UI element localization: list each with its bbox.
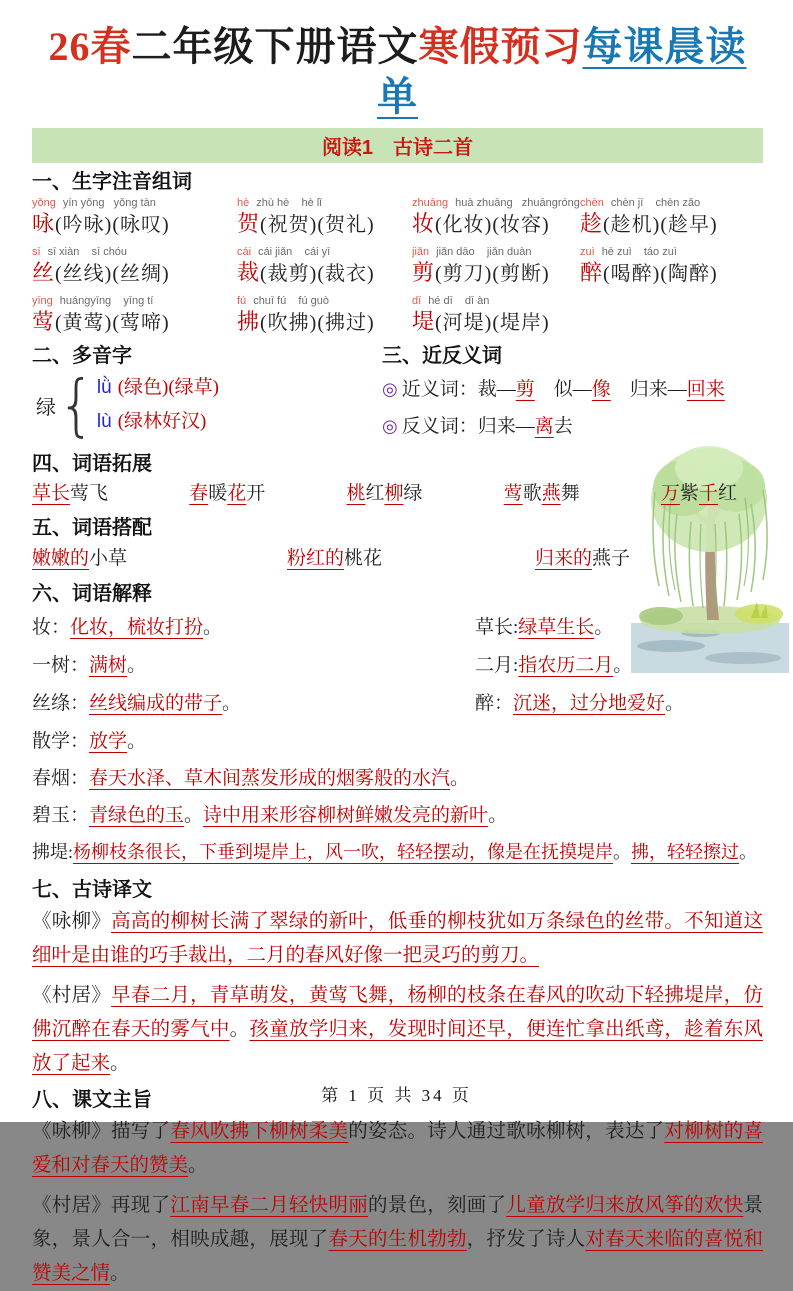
head-character: 贺 (237, 211, 260, 236)
idiom-item (504, 479, 580, 509)
text-segment: 的景色，刻画了 (367, 1195, 507, 1216)
poem-translation-cunju (32, 979, 763, 1081)
section-heading-main-idea: 八、课文主旨 (32, 1089, 152, 1111)
zi-entry (412, 197, 580, 239)
compound-words: (河堤)(堤岸) (435, 312, 550, 334)
text-segment: 《咏柳》描写了 (32, 1121, 171, 1142)
text-segment: 。 (665, 693, 685, 714)
text-segment: 燕子 (592, 548, 631, 569)
polyphonic-character: 绿 (36, 396, 56, 419)
pinyin-line (580, 197, 763, 210)
text-segment: 归来— (610, 379, 687, 400)
text-segment: 诗中用来形容柳树鲜嫩发亮的新叶 (203, 805, 489, 826)
compound-words: (剪刀)(剪断) (435, 263, 550, 285)
compound-words: (喝醉)(陶醉) (603, 263, 718, 285)
text-segment: 千 (698, 483, 718, 504)
text-segment: 二月: (475, 655, 519, 676)
definition-item (475, 685, 763, 723)
text-segment: 杨柳枝条很长，下垂到堤岸上，风一吹，轻轻摆动，像是在抚摸堤岸 (73, 842, 614, 862)
text-segment: 儿童放学归来放风筝的欢快 (506, 1195, 744, 1216)
pinyin-words: hé dī dī àn (428, 295, 490, 307)
zi-entry (412, 295, 580, 337)
definition-item (32, 797, 763, 834)
text-segment: 红 (717, 483, 737, 504)
pinyin-line (32, 295, 237, 308)
section-heading-definitions: 六、词语解释 (32, 583, 152, 605)
text-segment: 春天的生机勃勃 (328, 1229, 467, 1250)
pinyin-words: cái jiǎn cái yī (258, 246, 331, 258)
compound-words: (丝线)(丝绸) (55, 263, 170, 285)
pinyin-head: chèn (580, 197, 604, 209)
text-segment: 归来的 (535, 548, 593, 569)
text-segment: 红 (365, 483, 385, 504)
pinyin-words: huángyīng yīng tí (59, 295, 154, 307)
text-segment: 春风吹拂下柳树柔美 (170, 1121, 349, 1142)
character-line (32, 210, 237, 239)
text-segment: 的姿态。诗人通过歌咏柳树，表达了 (348, 1121, 665, 1142)
compound-words: (裁剪)(裁衣) (260, 263, 375, 285)
character-line (580, 210, 763, 239)
character-line (412, 308, 580, 337)
definition-item (32, 723, 763, 760)
pinyin-head: dī (412, 295, 422, 307)
pinyin-words: chuī fú fú guò (253, 295, 330, 307)
poem-translation-yongliu (32, 905, 763, 973)
pinyin-words: jiǎn dāo jiǎn duàn (436, 246, 532, 258)
zi-entry (32, 295, 237, 337)
text-segment: 妆： (32, 617, 71, 638)
zi-entry (237, 295, 412, 337)
text-segment: 似— (534, 379, 592, 400)
zi-entry (412, 246, 580, 288)
pinyin-words: sī xiàn sī chóu (47, 246, 128, 258)
text-segment: 。 (184, 805, 204, 826)
antonym-line (382, 408, 763, 445)
pinyin-line (32, 246, 237, 259)
text-segment: 《村居》 (32, 985, 112, 1006)
text-segment: 青绿色的玉 (89, 805, 185, 826)
text-segment: 。 (488, 805, 508, 826)
text-segment: 绿草生长 (518, 617, 595, 638)
text-segment: 。 (594, 617, 614, 638)
section-heading-word-expansion: 四、词语拓展 (32, 453, 152, 475)
head-character: 剪 (412, 260, 435, 285)
text-segment: 高高的柳树长满了翠绿的新叶，低垂的柳枝犹如万条绿色的丝带。不知道这细叶是由谁的巧手裁出，二月的春风好像一把灵巧的剪刀。 (32, 911, 763, 966)
text-segment: 暖 (208, 483, 228, 504)
text-segment: 离 (534, 416, 554, 437)
text-segment: 歌 (522, 483, 542, 504)
text-segment: 孩童放学归来，发现时间还早，便连忙拿出纸鸢，趁着东风放了起来 (32, 1019, 763, 1074)
text-segment: 莺 (503, 483, 523, 504)
zi-entry (237, 197, 412, 239)
text-segment: 嫩嫩的 (32, 548, 90, 569)
main-idea-cunju (32, 1189, 763, 1291)
head-character: 莺 (32, 309, 55, 334)
pinyin-head: yǒng (32, 197, 56, 209)
text-segment: 。 (613, 842, 632, 862)
text-segment: 燕 (541, 483, 561, 504)
section-heading-pinyin-words: 一、生字注音组词 (32, 171, 192, 193)
text-segment: 春 (189, 483, 209, 504)
definition-item (32, 760, 763, 797)
compound-words: (黄莺)(莺啼) (55, 312, 170, 334)
head-character: 裁 (237, 260, 260, 285)
text-segment: 。 (127, 731, 147, 752)
text-segment: 开 (246, 483, 266, 504)
idiom-item (661, 479, 737, 509)
synonym-line (382, 371, 763, 408)
character-line (32, 259, 237, 288)
head-character: 趁 (580, 211, 603, 236)
zi-entry (32, 246, 237, 288)
character-line (237, 308, 412, 337)
compound-words: (祝贺)(贺礼) (260, 214, 375, 236)
text-segment: 化妆，梳妆打扮 (70, 617, 204, 638)
text-segment: 小草 (89, 548, 128, 569)
text-segment: 醉： (475, 693, 514, 714)
compound-words: (化妆)(妆容) (435, 214, 550, 236)
text-segment: ，抒发了诗人 (466, 1229, 586, 1250)
zi-entry (580, 197, 763, 239)
text-segment: 景象，景人合一，相映成趣，展现了 (32, 1195, 763, 1250)
pinyin-words: yín yǒng yǒng tàn (62, 197, 156, 209)
text-segment: 寒假预习 (418, 24, 583, 69)
text-segment: 草长: (475, 617, 519, 638)
text-segment: 沉迷，过分地爱好 (513, 693, 666, 714)
collocation-item (287, 543, 535, 575)
text-segment: 剪 (515, 379, 535, 400)
text-segment: 丝绦： (32, 693, 90, 714)
reading-line (97, 371, 219, 405)
definition-item (475, 609, 763, 647)
definition-row (32, 685, 763, 723)
text-segment: 拂堤: (32, 842, 74, 862)
bullet-icon: ◎ (382, 379, 398, 399)
text-segment: 。 (188, 1155, 208, 1176)
collocation-row (32, 543, 763, 575)
text-segment: 春天水泽、草木间蒸发形成的烟雾般的水汽 (89, 768, 451, 789)
text-segment: 一树： (32, 655, 90, 676)
text-segment: 近义词：裁— (401, 379, 516, 400)
pinyin-line (32, 197, 237, 210)
section-synonyms-antonyms (382, 337, 763, 445)
character-line (237, 210, 412, 239)
text-segment: 回来 (686, 379, 725, 400)
text-segment: 花 (227, 483, 247, 504)
page-title (32, 22, 763, 122)
section-heading-polyphonic: 二、多音字 (32, 345, 132, 367)
compound-words: (趁机)(趁早) (603, 214, 718, 236)
text-segment: 。 (203, 617, 223, 638)
polyphonic-entry (36, 365, 382, 445)
pinyin-words: hē zuì táo zuì (601, 246, 677, 258)
character-line (580, 259, 763, 288)
pinyin-word-grid (32, 197, 763, 337)
text-segment: 绿 (403, 483, 423, 504)
text-segment: 桃 (346, 483, 366, 504)
pinyin-words: chèn jī chèn zǎo (610, 197, 701, 209)
text-segment: 紫 (679, 483, 699, 504)
text-segment: 春烟： (32, 768, 90, 789)
text-segment: 像 (591, 379, 611, 400)
reading-words: (绿色)(绿草) (117, 377, 220, 398)
zi-entry (32, 197, 237, 239)
zi-entry (237, 246, 412, 288)
pinyin-line (237, 295, 412, 308)
pinyin-head: yīng (32, 295, 53, 307)
text-segment: 万 (660, 483, 680, 504)
synonym-pairs (402, 379, 725, 400)
definition-item (32, 834, 763, 871)
pinyin-line (237, 197, 412, 210)
text-segment: 江南早春二月轻快明丽 (170, 1195, 368, 1216)
definition-item (32, 685, 475, 723)
brace-glyph: { (58, 365, 95, 445)
page-number: 第 1 页 共 34 页 (321, 1086, 472, 1105)
pinyin-line (412, 197, 580, 210)
text-segment: 。 (127, 655, 147, 676)
text-segment: 二年级下册语文 (131, 24, 419, 69)
text-segment: 放学 (89, 731, 128, 752)
pinyin-line (412, 295, 580, 308)
pinyin-head: zhuāng (412, 197, 449, 209)
pinyin-line (580, 246, 763, 259)
reading-pinyin: lù (96, 411, 112, 432)
pinyin-head: zuì (580, 246, 595, 258)
pinyin-head: fú (237, 295, 247, 307)
definition-item (32, 609, 475, 647)
collocation-item (32, 543, 287, 575)
section-heading-collocation: 五、词语搭配 (32, 517, 152, 539)
pinyin-line (412, 246, 580, 259)
text-segment: 每课晨读单 (377, 24, 747, 119)
antonym-pairs (402, 416, 573, 437)
definition-item (475, 647, 763, 685)
text-segment: 去 (553, 416, 573, 437)
main-idea-yongliu (32, 1115, 763, 1183)
zi-entry (580, 246, 763, 288)
head-character: 妆 (412, 211, 435, 236)
head-character: 丝 (32, 260, 55, 285)
character-line (237, 259, 412, 288)
section-definitions (32, 582, 763, 871)
head-character: 拂 (237, 309, 260, 334)
head-character: 醉 (580, 260, 603, 285)
idiom-item (189, 479, 265, 509)
polyphonic-readings (97, 371, 219, 439)
text-segment: 拂，轻轻擦过 (631, 842, 740, 862)
idiom-item (32, 479, 108, 509)
pinyin-words: huà zhuāng zhuāngróng (455, 197, 580, 209)
text-segment: 莺飞 (70, 483, 109, 504)
pinyin-head: hè (237, 197, 250, 209)
text-segment: 早春二月，青草萌发，黄莺飞舞，杨柳的枝条在春风的吹动下轻拂堤岸，仿佛沉醉在春天的雾气中 (32, 985, 763, 1040)
text-segment: 粉红的 (287, 548, 345, 569)
text-segment: 。 (613, 655, 633, 676)
head-character: 咏 (32, 211, 55, 236)
text-segment: 散学： (32, 731, 90, 752)
text-segment: 碧玉： (32, 805, 90, 826)
text-segment: 舞 (560, 483, 580, 504)
reading-pinyin: lǜ (96, 377, 112, 398)
text-segment: 草长 (32, 483, 71, 504)
pinyin-head: sī (32, 246, 41, 258)
pinyin-head: cái (237, 246, 252, 258)
reading-words: (绿林好汉) (117, 411, 207, 432)
text-segment: 桃花 (344, 548, 383, 569)
character-line (412, 259, 580, 288)
text-segment: 。 (110, 1053, 130, 1074)
pinyin-words: zhù hè hè lǐ (256, 197, 322, 209)
reading-line (97, 405, 219, 439)
text-segment: 柳 (384, 483, 404, 504)
character-line (32, 308, 237, 337)
compound-words: (吟咏)(咏叹) (55, 214, 170, 236)
text-segment: 。 (450, 768, 470, 789)
text-segment: 。 (739, 842, 758, 862)
definition-row (32, 609, 763, 647)
word-expansion-row (32, 479, 763, 509)
idiom-item (346, 479, 422, 509)
section-polyphonic (32, 337, 382, 445)
text-segment: 满树 (89, 655, 128, 676)
pinyin-line (237, 246, 412, 259)
text-segment: 指农历二月 (518, 655, 614, 676)
character-line (412, 210, 580, 239)
text-segment: 丝线编成的带子 (89, 693, 223, 714)
compound-words: (吹拂)(拂过) (260, 312, 375, 334)
collocation-item (535, 543, 763, 575)
text-segment: 。 (110, 1263, 130, 1284)
text-segment: 反义词：归来— (401, 416, 535, 437)
text-segment: 《咏柳》 (32, 911, 112, 932)
lesson-banner: 阅读1 古诗二首 (32, 128, 763, 163)
text-segment: 《村居》再现了 (32, 1195, 171, 1216)
text-segment: 。 (229, 1019, 250, 1040)
head-character: 堤 (412, 309, 435, 334)
text-segment: 。 (222, 693, 242, 714)
section-heading-translation: 七、古诗译文 (32, 879, 152, 901)
sections-2-3-row (32, 337, 763, 445)
bullet-icon: ◎ (382, 416, 398, 436)
definition-item (32, 647, 475, 685)
text-segment: 对柳树的喜爱和对春天的赞美 (32, 1121, 763, 1176)
pinyin-head: jiǎn (412, 246, 430, 258)
text-segment: 对春天来临的喜悦和赞美之情 (32, 1229, 763, 1284)
text-segment: 26春 (48, 24, 132, 69)
definition-row (32, 647, 763, 685)
section-heading-synonyms: 三、近反义词 (382, 345, 502, 367)
